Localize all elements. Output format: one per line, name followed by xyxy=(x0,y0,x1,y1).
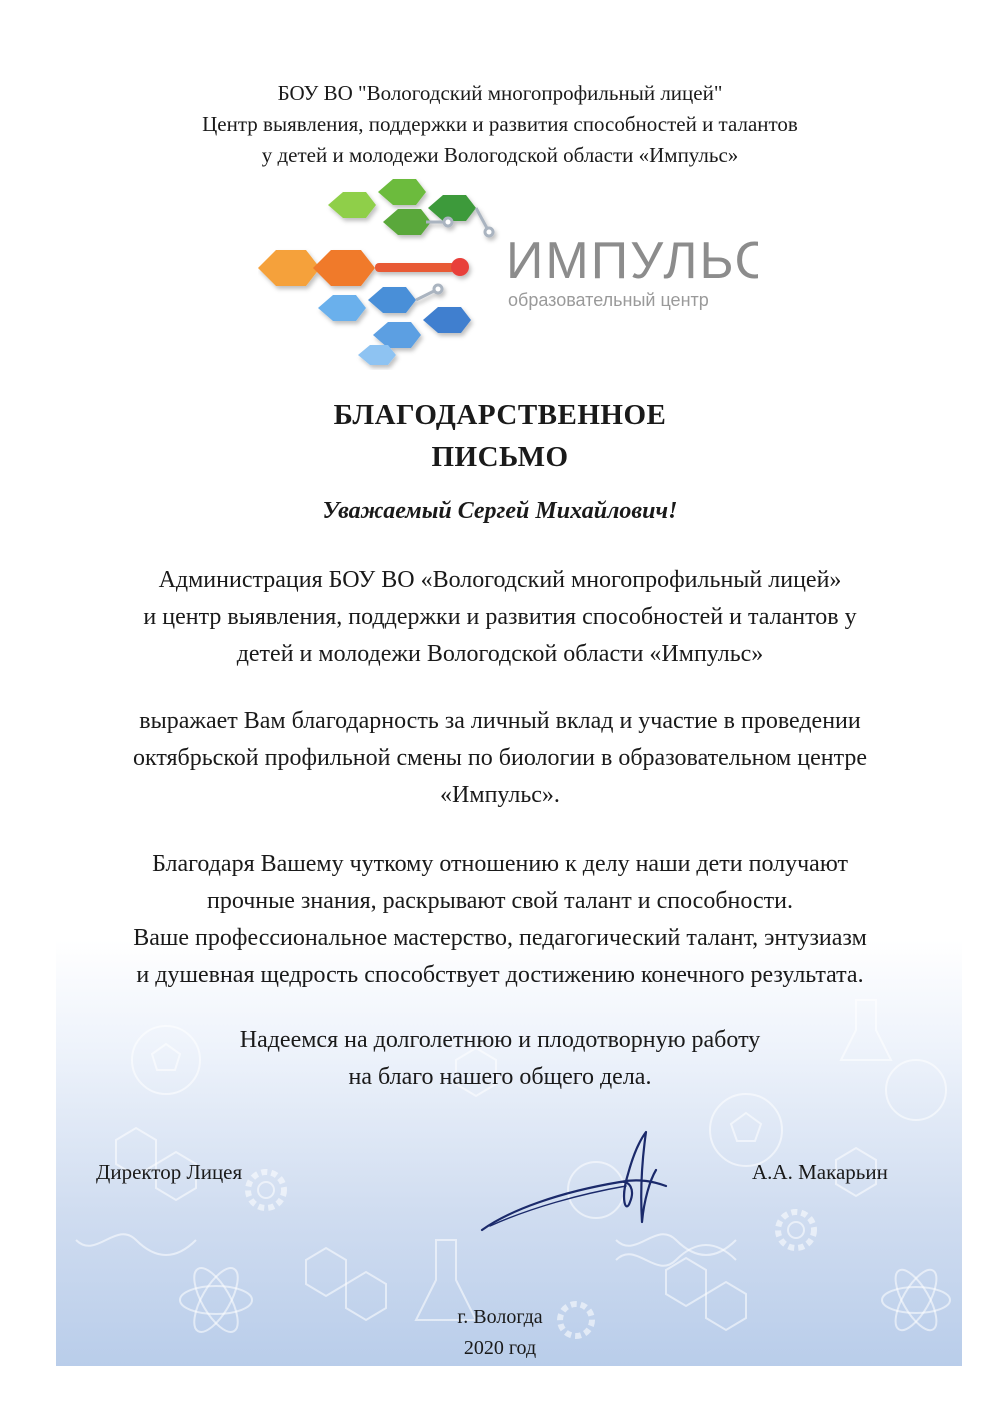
paragraph-line: «Импульс». xyxy=(440,782,560,808)
organization-header xyxy=(0,78,1000,171)
paragraph-line: и душевная щедрость способствует достижению конечного результата. xyxy=(136,962,864,988)
header-line-3: у детей и молодежи Вологодской области «Импульс» xyxy=(261,143,739,167)
impuls-logo xyxy=(258,170,758,370)
title-line-2: ПИСЬМО xyxy=(431,441,569,473)
title-line-1: БЛАГОДАРСТВЕННОЕ xyxy=(333,399,667,431)
signatory-position: Директор Лицея xyxy=(96,1160,243,1184)
paragraph-line: Надеемся на долголетнюю и плодотворную работу xyxy=(239,1027,761,1053)
paragraph-line: и центр выявления, поддержки и развития способностей и талантов у xyxy=(143,604,857,630)
place-and-date xyxy=(0,1302,1000,1364)
paragraph-line: выражает Вам благодарность за личный вклад и участие в проведении xyxy=(139,708,861,734)
paragraph-line: октябрьской профильной смены по биологии в образовательном центре xyxy=(132,745,868,771)
greeting: Уважаемый Сергей Михайлович! xyxy=(322,498,678,524)
logo-name-text: ИМПУЛЬС xyxy=(506,232,758,290)
signature-icon xyxy=(470,1130,670,1250)
paragraph-appreciation xyxy=(0,846,1000,994)
header-line-2: Центр выявления, поддержки и развития способностей и талантов xyxy=(202,112,798,136)
paragraph-administration xyxy=(0,562,1000,673)
paragraph-line: Ваше профессиональное мастерство, педагогический талант, энтузиазм xyxy=(133,925,867,951)
paragraph-closing xyxy=(0,1022,1000,1096)
header-line-1: БОУ ВО "Вологодский многопрофильный лицей" xyxy=(277,81,723,105)
paragraph-line: на благо нашего общего дела. xyxy=(348,1064,652,1090)
handwritten-signature xyxy=(470,1130,670,1250)
letter-title xyxy=(0,394,1000,478)
footer-city: г. Вологда xyxy=(457,1306,543,1328)
paragraph-line: Администрация БОУ ВО «Вологодский многопрофильный лицей» xyxy=(158,567,842,593)
paragraph-gratitude xyxy=(0,703,1000,814)
paragraph-line: Благодаря Вашему чуткому отношению к делу наши дети получают xyxy=(152,851,848,877)
footer-year: 2020 год xyxy=(463,1337,537,1359)
logo-subtitle-text: образовательный центр xyxy=(508,290,709,310)
paragraph-line: прочные знания, раскрывают свой талант и способности. xyxy=(207,888,793,914)
signatory-name: А.А. Макарьин xyxy=(752,1160,888,1184)
impuls-emblem-icon xyxy=(258,170,758,370)
paragraph-line: детей и молодежи Вологодской области «Импульс» xyxy=(236,641,764,667)
